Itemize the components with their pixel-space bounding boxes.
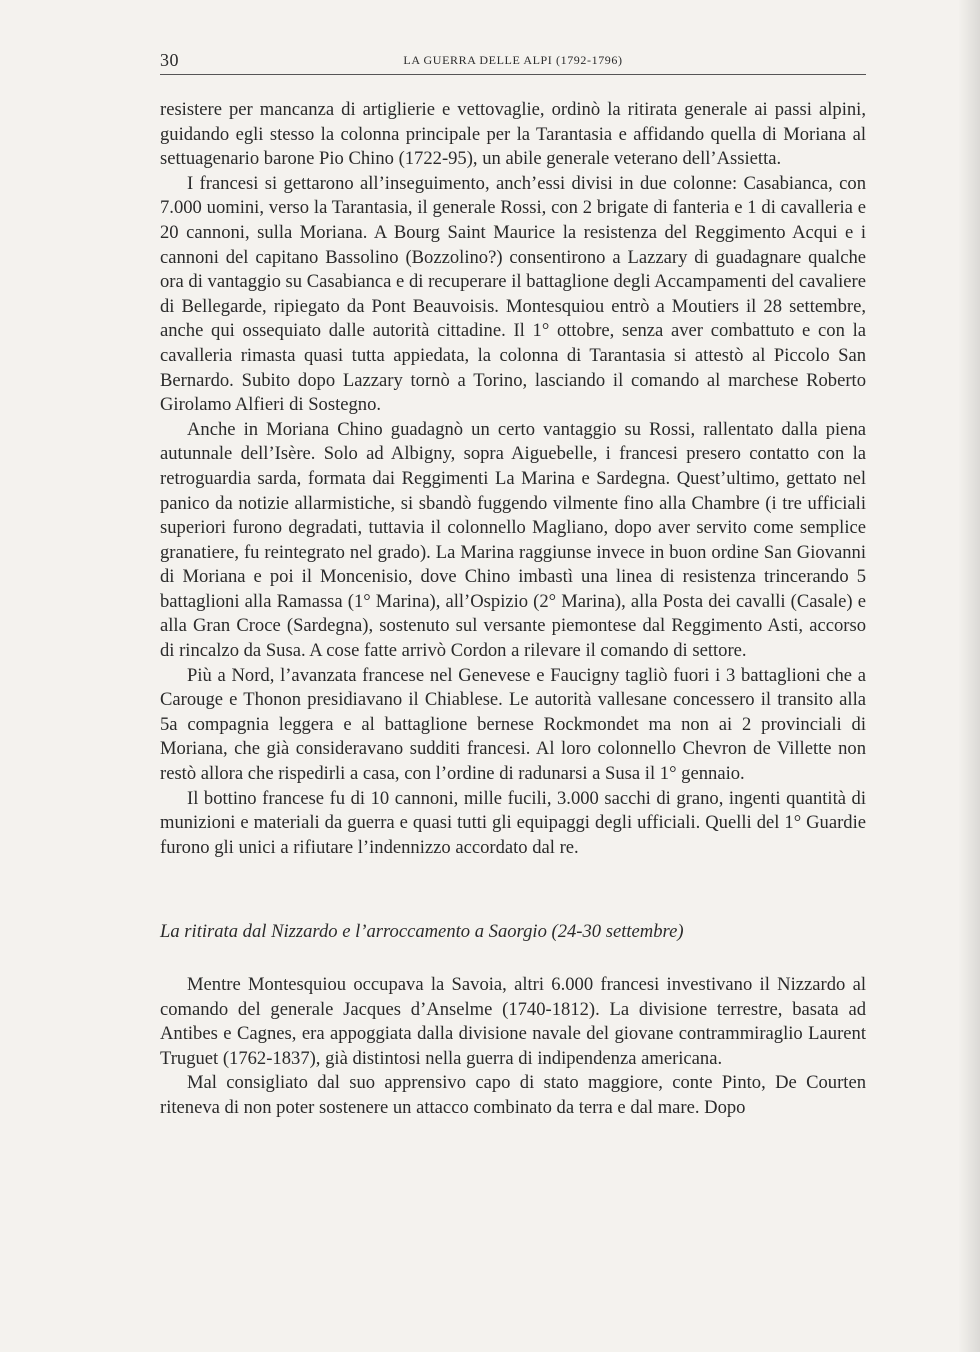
section-heading: La ritirata dal Nizzardo e l’arroccamento a Saorgio (24-30 settembre) <box>160 921 684 943</box>
paragraph: I francesi si gettarono all’inseguimento, anch’essi divisi in due colonne: Casabianca, con 7.000 uomini, verso la Tarantasia, il generale Rossi, con 2 brigate di fanteria e 1 di cavalleria e 20 cannoni, sulla Moriana. A Bourg Saint Maurice la resistenza del Reggimento Acqui e i cannoni del capitano Bassolino (Bozzolino?) consentirono a Lazzary di guadagnare qualche ora di vantaggio su Casabianca e di recuperare il battaglione degli Accampamenti del cavaliere di Bellegarde, ripiegato da Pont Beauvoisis. Montesquiou entrò a Moutiers il 28 settembre, anche qui ossequiato dalle autorità cittadine. Il 1° ottobre, senza aver combattuto e con la cavalleria rimasta quasi tutta appiedata, la colonna di Tarantasia si attestò al Piccolo San Bernardo. Subito dopo Lazzary tornò a Torino, lasciando il comando al marchese Roberto Girolamo Alfieri di Sostegno. <box>160 172 866 416</box>
page-header <box>160 46 866 75</box>
paragraph: Mentre Montesquiou occupava la Savoia, altri 6.000 francesi investivano il Nizzardo al comando del generale Jacques d’Anselme (1740-1812). La divisione terrestre, basata ad Antibes e Cagnes, era appoggiata dalla divisione navale del giovane contrammiraglio Laurent Truguet (1762-1837), già distintosi nella guerra di indipendenza americana. <box>160 974 866 1069</box>
paragraph: Più a Nord, l’avanzata francese nel Genevese e Faucigny tagliò fuori i 3 battaglioni che a Carouge e Thonon presidiavano il Chiablese. Le autorità vallesane concessero il transito alla 5a compagnia leggera e al battaglione bernese Rockmondet ma non ai 2 provinciali di Moriana, che già consideravano sudditi francesi. Al loro colonnello Chevron de Villette non restò allora che rispedirli a casa, con l’ordine di radunarsi a Susa il 1° gennaio. <box>160 664 866 785</box>
running-title: LA GUERRA DELLE ALPI (1792-1796) <box>403 53 623 67</box>
paragraph: resistere per mancanza di artiglierie e vettovaglie, ordinò la ritirata generale ai passi alpini, guidando egli stesso la colonna principale per la Tarantasia e affidando quella di Moriana al settuagenario barone Pio Chino (1722-95), un abile generale veterano dell’Assietta. <box>160 99 866 170</box>
paragraph: Anche in Moriana Chino guadagnò un certo vantaggio su Rossi, rallentato dalla piena autunnale dell’Isère. Solo ad Albigny, sopra Aiguebelle, i francesi presero contatto con la retroguardia sarda, formata dai Reggimenti La Marina e Sardegna. Quest’ultimo, gettato nel panico da notizie allarmistiche, si sbandò fuggendo vilmente fino alla Chambre (i tre ufficiali superiori furono degradati, tuttavia il colonnello Magliano, dopo aver servito come semplice granatiere, fu reintegrato nel grado). La Marina raggiunse invece in buon ordine San Giovanni di Moriana e poi il Moncenisio, dove Chino imbastì una linea di resistenza trincerando 5 battaglioni alla Ramassa (1° Marina), all’Ospizio (2° Marina), alla Posta dei cavalli (Casale) e alla Gran Croce (Sardegna), sostenuto sul versante piemontese dal Reggimento Asti, accorso di rincalzo da Susa. A cose fatte arrivò Cordon a rilevare il comando di settore. <box>160 418 866 662</box>
body-text <box>160 98 866 1121</box>
page-number: 30 <box>160 50 179 70</box>
paragraph: Il bottino francese fu di 10 cannoni, mille fucili, 3.000 sacchi di grano, ingenti quantità di munizioni e materiali da guerra e quasi tutti gli equipaggi degli ufficiali. Quelli del 1° Guardie furono gli unici a rifiutare l’indennizzo accordato dal re. <box>160 787 866 858</box>
page-edge-shadow <box>958 0 980 1352</box>
paragraph: Mal consigliato dal suo apprensivo capo di stato maggiore, conte Pinto, De Courten riteneva di non poter sostenere un attacco combinato da terra e dal mare. Dopo <box>160 1072 866 1118</box>
